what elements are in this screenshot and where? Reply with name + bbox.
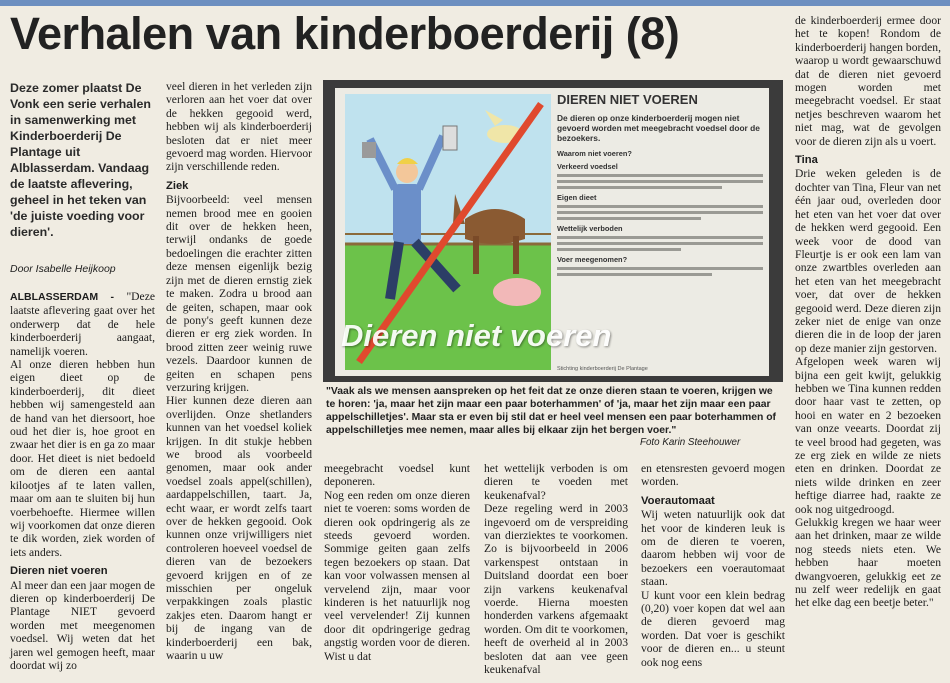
poster-text-line [557,186,722,189]
poster-text-line [557,205,763,208]
paragraph: Bijvoorbeeld: veel mensen nemen brood mee en gooien dit over de hekken heen, terwijl ondanks de goede bedoelingen die erachter zitten deze mensen eigenlijk bezig zijn met de dieren ernstig ziek te maken. Zodra u brood aan de geiten, schapen, maar ook de pony's geeft kunnen deze dieren er erg ziek worden. In brood zitten zeer weinig ruwe vezels. Daardoor kunnen de geiten en schapen pens verzuring krijgen. [166,193,312,394]
subheading: Dieren niet voeren [10,565,108,578]
poster-section: Voer meegenomen? [557,255,628,264]
article-column-3 [324,462,470,663]
paragraph: Al meer dan een jaar mogen de dieren op kinderboerderij De Plantage NIET gevoerd worden met meegenomen voedsel. Wij weten dat het jaren wel gemogen heeft, maar doordat wij zo [10,578,155,672]
subheading: Voerautomaat [641,494,715,507]
photo [323,80,783,382]
poster-text-line [557,236,763,239]
intro-text: Deze zomer plaatst De Vonk een serie verhalen in samenwerking met Kinderboerderij De Plantage uit Alblasserdam. Vandaag de laatste aflevering, geheel in het teken van 'de juiste voeding voor dieren'. [10,81,151,239]
paragraph: Wij weten natuurlijk ook dat het voor de kinderen leuk is om de dieren te voeren, daarom hebben wij voor de bezoekers een voerautomaat staan. [641,508,785,589]
paragraph: Afgelopen week waren wij bijna een geit kwijt, gelukkig hebben we Tina kunnen redden door haar vast te zetten, op hooi en water en 2 bezoeken van onze veearts. Doordat zij te veel brood had gegeten, was ze erg ziek en wilde ze niets eten en drinken. Doordat ze niets wilde drinken en zeer heftige diarree had, raakte ze ook nog uitgedroogd. [795,355,941,516]
paragraph: Gelukkig kregen we haar weer aan het drinken, maar ze wilde nog steeds niets eten. We hebben haar moeten dwangvoeren, gelukkig eet ze nu zelf weer redelijk en gaat het elke dag een beetje beter." [795,516,941,610]
article-column-1 [10,290,155,672]
poster-section: Verkeerd voedsel [557,162,618,171]
paragraph: veel dieren in het verleden zijn verloren aan het voer dat over de hekken gegooid werd, hebben wij als kinderboerderij besloten dat er niet meer gevoerd mag worden. Hiervoor zijn verschillende reden. [166,80,312,174]
paragraph: Hier kunnen deze dieren aan overlijden. Onze shetlanders kunnen van het voedsel koliek krijgen. In dit stukje hebben we brood als voorbeeld genomen, maar ook ander voedsel zoals appel(schillen), aardappelschillen, taart. Ja, echt waar, er wordt zelfs taart over de hekken gegooid. Ook kunnen onze vrijwilligers niet controleren hoeveel voedsel de dieren van de bezoekers gevoerd krijgen en of ze misschien per ongeluk verpakkingen zoals plastic zakjes eten. Daarom hangt er bij de ingang van de kinderboerderij een bak, waarin u uw [166,394,312,663]
photo-caption: "Vaak als we mensen aanspreken op het feit dat ze onze dieren staan te voeren, krijgen we te horen: 'ja, maar het zijn maar een paar boterhammen' of 'ja, maar het zijn maar een paar appelschilletjes'. Maar sta er even bij stil dat er heel veel mensen een paar boterhammen of appelschilletjes mee nemen, maar alles bij elkaar zijn het bergen voer." [326,386,777,436]
poster-footer: Stichting kinderboerderij De Plantage [557,366,648,372]
poster-lead: De dieren op onze kinderboerderij mogen niet gevoerd worden met meegebracht voedsel door de bezoekers. [557,113,760,143]
paragraph: Al onze dieren hebben hun eigen dieet op de kinderboerderij, dit dieet hebben wij samengesteld aan de hand van het diersoort, hoe oud het dier is, hoe groot en zwaar het dier is en ga zo maar door. Het dieet is niet bedoeld om de dieren een aantal kilootjes af te laten vallen, maar om aan te sluiten bij hun voerbehoefte. Hiermee willen wij voorkomen dat onze dieren te dik worden, ziek worden of iets anders. [10,358,155,559]
poster-text-line [557,180,763,183]
poster-text-line [557,217,701,220]
subheading: Tina [795,154,818,167]
top-color-band [0,0,950,6]
poster-text-line [557,248,681,251]
byline: Door Isabelle Heijkoop [10,263,116,275]
photo-credit: Foto Karin Steehouwer [640,437,741,448]
poster-text [557,92,763,279]
paragraph: "Deze laatste aflevering gaat over het onderwerp dat de hele kinderboerderij aangaat, namelijk voeren. [10,290,155,358]
paragraph: meegebracht voedsel kunt deponeren. [324,462,470,489]
poster-text-line [557,174,763,177]
article-column-6 [795,14,941,610]
paragraph: het wettelijk verboden is om dieren te voeden met keukenafval? [484,462,628,502]
subheading: Ziek [166,179,189,192]
poster-section: Waarom niet voeren? [557,149,632,158]
photo-overlay-text: Dieren niet voeren [341,318,612,353]
headline: Verhalen van kinderboerderij (8) [10,8,680,59]
poster-text-line [557,242,763,245]
paragraph: Drie weken geleden is de dochter van Tina, Fleur van net één jaar oud, overleden door het eten van het voer dat over de hekken werd gegooid. Een week voor de dood van Fleurtje is er ook een lam van onze zwartbles overleden aan het eten van het meegebracht voer, dat over de hekken gegooid werd. Deze dieren zijn zeker niet de enige van onze dieren die in de loop der jaren op deze manier zijn gestorven. [795,167,941,355]
article-column-2 [166,80,312,662]
poster-section: Wettelijk verboden [557,224,623,233]
dateline: ALBLASSERDAM - [10,291,115,303]
poster-title: DIEREN NIET VOEREN [557,92,698,107]
poster-section: Eigen dieet [557,193,597,202]
article-column-4 [484,462,628,677]
paragraph: en etensresten gevoerd mogen worden. [641,462,785,489]
poster-text-line [557,267,763,270]
poster-text-line [557,211,763,214]
article-column-5 [641,462,785,669]
poster-text-line [557,273,712,276]
paragraph: Deze regeling werd in 2003 ingevoerd om de verspreiding van dierziektes te voorkomen. Zo is bijvoorbeeld in 2006 varkenspest ontstaan in Duitsland doordat een boer zijn varkens keukenafval voerde. Hierna moesten honderden varkens afgemaakt worden. Om dit te voorkomen, heeft de overheid al in 2003 besloten dat aan vee geen keukenafval [484,502,628,677]
paragraph: Nog een reden om onze dieren niet te voeren: soms worden de dieren ook opdringerig als ze steeds gevoerd worden. Sommige geiten gaan zelfs tegen bezoekers op staan. Dat kan voor volwassen mensen al vervelend zijn, maar voor kinderen is het natuurlijk nog veel vervelender! Zij kunnen door dit opdringerige gedrag angstig worden voor de dieren. Wist u dat [324,488,470,663]
paragraph: de kinderboerderij ermee door het te kopen! Rondom de kinderboerderij hangen borden, waarop u wordt gewaarschuwd dat de dieren niet gevoerd mogen worden met meegebracht voedsel. Er staat netjes beschreven waarom het niet mag, wat de gevolgen voor de dieren zijn als u voert. [795,14,941,148]
paragraph: U kunt voor een klein bedrag (0,20) voer kopen dat wel aan de dieren gevoerd mag worden. Dat voer is geschikt voor de dieren en... u steunt ook nog eens [641,588,785,669]
